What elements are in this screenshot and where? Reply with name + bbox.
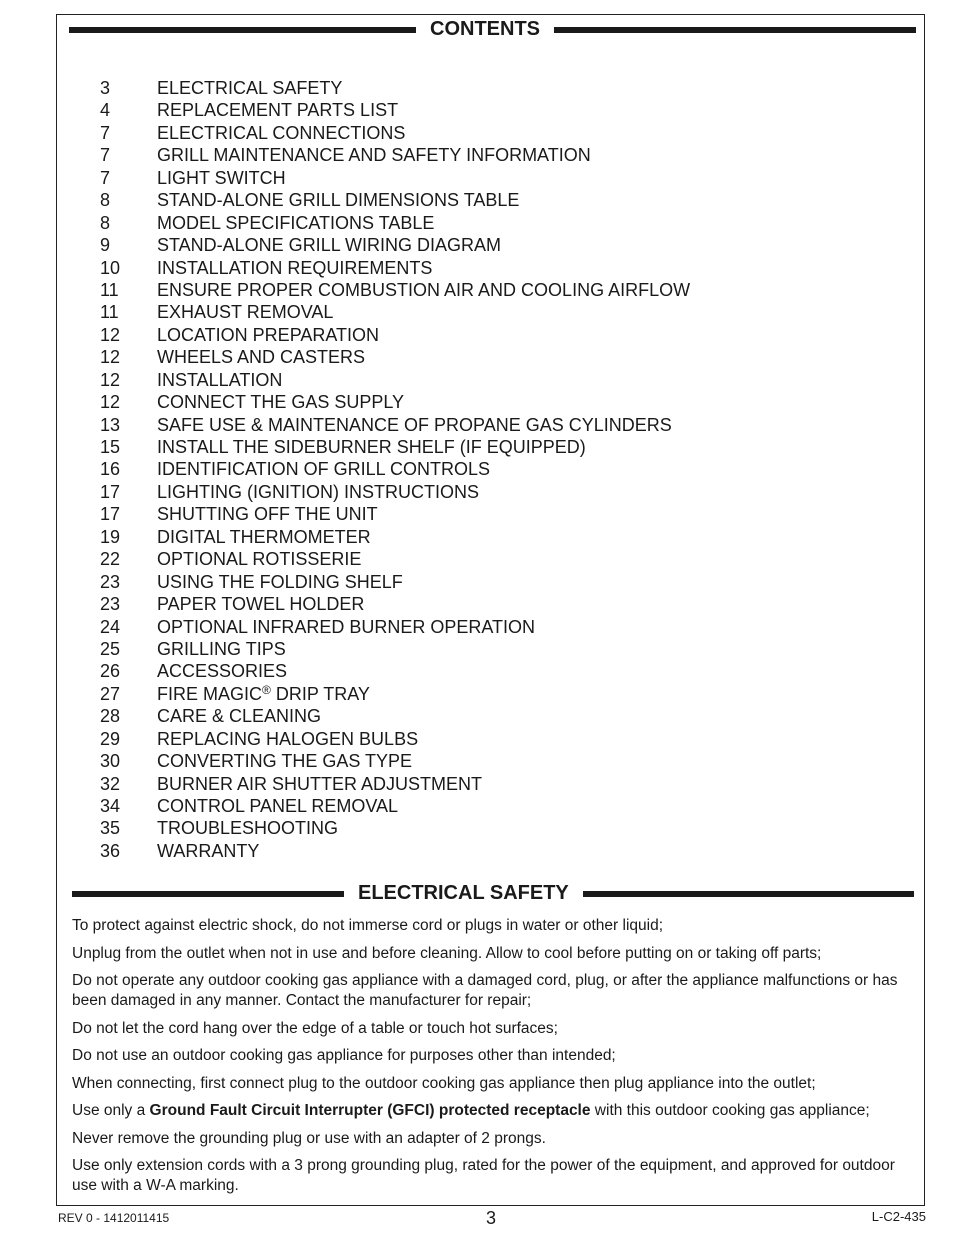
toc-title-text: REPLACING HALOGEN BULBS — [157, 728, 419, 749]
toc-title-text: OPTIONAL ROTISSERIE — [157, 549, 362, 570]
safety-text: Do not use an outdoor cooking gas appliance for purposes other than intended; — [72, 1047, 616, 1064]
toc-page-number: 24 — [100, 616, 121, 637]
toc-entry — [100, 593, 860, 615]
toc-page-number: 19 — [100, 526, 121, 547]
toc-entry — [100, 189, 860, 211]
electrical-safety-heading — [72, 882, 914, 905]
safety-paragraph — [72, 1046, 918, 1066]
toc-page-number: 28 — [100, 706, 121, 727]
toc-title — [157, 638, 286, 660]
toc-page-number: 15 — [100, 437, 121, 457]
toc-entry — [100, 212, 860, 234]
toc-entry — [100, 481, 860, 503]
toc-page-number: 36 — [100, 840, 121, 861]
toc-page-number: 23 — [100, 594, 121, 615]
toc-page-number: 9 — [100, 235, 111, 256]
toc-page-number: 7 — [100, 167, 111, 188]
page-number: 3 — [486, 1208, 497, 1228]
toc-title — [157, 593, 364, 615]
toc-title-text: INSTALLATION REQUIREMENTS — [157, 257, 433, 278]
toc-entry — [100, 638, 860, 660]
toc-title-text: EXHAUST REMOVAL — [157, 302, 334, 323]
toc-entry — [100, 414, 860, 436]
toc-title — [157, 234, 501, 256]
toc-page-number: 12 — [100, 324, 121, 345]
toc-page-number: 12 — [100, 369, 121, 390]
toc-entry — [100, 683, 860, 705]
safety-paragraph — [72, 1101, 918, 1121]
toc-title-text: LOCATION PREPARATION — [157, 324, 380, 345]
toc-title — [157, 705, 321, 727]
heading-rule-left — [72, 891, 344, 897]
toc-title-text: STAND-ALONE GRILL WIRING DIAGRAM — [157, 235, 502, 256]
toc-title-text: USING THE FOLDING SHELF — [157, 571, 403, 592]
toc-title — [157, 481, 479, 503]
toc-entry — [100, 234, 860, 256]
toc-page-number: 8 — [100, 190, 111, 211]
toc-title-text: TROUBLESHOOTING — [157, 818, 339, 839]
electrical-safety-title: ELECTRICAL SAFETY — [358, 882, 569, 904]
toc-entry — [100, 257, 860, 279]
toc-page-number: 30 — [100, 751, 121, 772]
toc-title-text: BURNER AIR SHUTTER ADJUSTMENT — [157, 773, 483, 794]
toc-title — [157, 414, 672, 436]
toc-entry — [100, 795, 860, 817]
toc-entry — [100, 122, 860, 144]
toc-entry — [100, 571, 860, 593]
toc-page-number: 13 — [100, 414, 121, 435]
toc-title-text: REPLACEMENT PARTS LIST — [157, 100, 399, 121]
safety-paragraph — [72, 1019, 918, 1039]
toc-title — [157, 683, 370, 705]
toc-entry — [100, 526, 860, 548]
toc-title — [157, 548, 361, 570]
toc-title — [157, 660, 287, 682]
safety-text-bold: Ground Fault Circuit Interrupter (GFCI) protected receptacle — [149, 1102, 591, 1119]
toc-title — [157, 616, 535, 638]
heading-rule-left — [69, 27, 416, 33]
toc-page-number: 10 — [100, 257, 121, 278]
toc-entry — [100, 279, 860, 301]
toc-page-number: 35 — [100, 818, 121, 839]
toc-page-number: 29 — [100, 728, 121, 749]
toc-title — [157, 167, 286, 189]
safety-text: Do not let the cord hang over the edge of a table or touch hot surfaces; — [72, 1019, 558, 1037]
safety-text: Use only a — [72, 1102, 150, 1119]
safety-text: Never remove the grounding plug or use with an adapter of 2 prongs. — [72, 1129, 546, 1147]
toc-title-text: ELECTRICAL CONNECTIONS — [157, 122, 406, 143]
toc-entry — [100, 750, 860, 772]
toc-title — [157, 212, 434, 234]
toc-title-text: WARRANTY — [157, 840, 260, 861]
safety-paragraph — [72, 916, 918, 936]
toc-page-number: 4 — [100, 100, 111, 121]
toc-title-text: LIGHT SWITCH — [157, 167, 286, 188]
toc-entry — [100, 391, 860, 413]
toc-entry — [100, 77, 860, 99]
safety-paragraph — [72, 1074, 918, 1094]
toc-title — [157, 346, 365, 368]
toc-title — [157, 391, 404, 413]
toc-title-text: PAPER TOWEL HOLDER — [157, 594, 365, 615]
toc-page-number: 34 — [100, 796, 121, 816]
toc-page-number: 22 — [100, 549, 121, 570]
toc-page-number: 27 — [100, 683, 121, 704]
toc-title — [157, 526, 371, 548]
toc-title — [157, 503, 378, 525]
contents-title: CONTENTS — [430, 18, 540, 40]
toc-title-text: DIGITAL THERMOMETER — [157, 526, 371, 547]
toc-title — [157, 77, 342, 99]
toc-title-text-after: DRIP TRAY — [270, 683, 370, 704]
safety-text: Unplug from the outlet when not in use and before cleaning. Allow to cool before putting on or taking off parts; — [72, 944, 822, 962]
toc-page-number: 12 — [100, 347, 121, 368]
toc-title-text: ELECTRICAL SAFETY — [157, 78, 343, 98]
safety-text-after: with this outdoor cooking gas appliance; — [590, 1102, 870, 1119]
toc-title-text: WHEELS AND CASTERS — [157, 347, 366, 368]
toc-page-number: 23 — [100, 571, 121, 592]
safety-text: Do not operate any outdoor cooking gas appliance with a damaged cord, plug, or after the appliance malfunctions or has been damaged in any manner. Contact the manufacturer for repair; — [72, 972, 898, 1009]
safety-paragraph — [72, 944, 918, 964]
safety-text: To protect against electric shock, do not immerse cord or plugs in water or other liquid; — [72, 917, 663, 934]
toc-entry — [100, 436, 860, 458]
toc-entry — [100, 324, 860, 346]
toc-entry — [100, 773, 860, 795]
toc-page-number: 25 — [100, 638, 121, 659]
toc-title-text: GRILL MAINTENANCE AND SAFETY INFORMATION — [157, 145, 591, 166]
toc-page-number: 32 — [100, 773, 121, 794]
toc-title-text: GRILLING TIPS — [157, 638, 286, 659]
toc-entry — [100, 660, 860, 682]
toc-page-number: 26 — [100, 661, 121, 682]
toc-entry — [100, 548, 860, 570]
safety-paragraph — [72, 1129, 918, 1149]
toc-title — [157, 301, 333, 323]
toc-title — [157, 99, 398, 121]
toc-entry — [100, 301, 860, 323]
safety-paragraph — [72, 971, 918, 1011]
toc-entry — [100, 167, 860, 189]
toc-title — [157, 458, 490, 480]
toc-title-text: OPTIONAL INFRARED BURNER OPERATION — [157, 616, 536, 637]
toc-entry — [100, 369, 860, 391]
toc-page-number: 17 — [100, 504, 121, 525]
toc-title-text: CARE & CLEANING — [157, 706, 322, 727]
toc-page-number: 11 — [100, 279, 119, 300]
toc-entry — [100, 728, 860, 750]
toc-title — [157, 369, 282, 391]
toc-title-text: INSTALL THE SIDEBURNER SHELF (IF EQUIPPED) — [157, 437, 586, 457]
safety-text: Use only extension cords with a 3 prong grounding plug, rated for the power of the equipment, and approved for outdoor use with a W-A marking. — [72, 1157, 895, 1194]
toc-entry — [100, 817, 860, 839]
toc-entry — [100, 840, 860, 862]
toc-entry — [100, 458, 860, 480]
heading-rule-right — [583, 891, 914, 897]
toc-title — [157, 122, 405, 144]
toc-title — [157, 189, 519, 211]
toc-title-text: CONNECT THE GAS SUPPLY — [157, 392, 405, 413]
table-of-contents — [100, 77, 860, 862]
toc-entry — [100, 346, 860, 368]
revision-code: REV 0 - 1412011415 — [58, 1211, 170, 1225]
toc-title-text: ENSURE PROPER COMBUSTION AIR AND COOLING AIRFLOW — [157, 279, 691, 300]
toc-page-number: 16 — [100, 459, 121, 480]
toc-title-text: IDENTIFICATION OF GRILL CONTROLS — [157, 459, 491, 480]
toc-title — [157, 750, 412, 772]
toc-entry — [100, 99, 860, 121]
toc-title-text: INSTALLATION — [157, 369, 283, 390]
toc-page-number: 12 — [100, 392, 121, 413]
toc-title — [157, 795, 398, 817]
toc-title-text: LIGHTING (IGNITION) INSTRUCTIONS — [157, 481, 479, 502]
toc-title-text: FIRE MAGIC — [157, 683, 263, 704]
toc-title — [157, 144, 591, 166]
toc-title — [157, 840, 259, 862]
toc-title-text: CONVERTING THE GAS TYPE — [157, 751, 413, 772]
toc-entry — [100, 144, 860, 166]
toc-entry — [100, 503, 860, 525]
toc-title — [157, 436, 586, 458]
toc-title — [157, 257, 432, 279]
toc-page-number: 17 — [100, 481, 121, 502]
toc-entry — [100, 616, 860, 638]
toc-title — [157, 324, 379, 346]
registered-mark: ® — [262, 682, 271, 697]
contents-heading — [69, 18, 916, 41]
toc-title-text: ACCESSORIES — [157, 661, 288, 682]
toc-title-text: CONTROL PANEL REMOVAL — [157, 796, 399, 816]
toc-title — [157, 773, 482, 795]
toc-title — [157, 728, 418, 750]
toc-title-text: MODEL SPECIFICATIONS TABLE — [157, 212, 435, 233]
toc-title — [157, 571, 403, 593]
electrical-safety-text — [72, 916, 918, 1204]
toc-title-text: SAFE USE & MAINTENANCE OF PROPANE GAS CYLINDERS — [157, 414, 672, 435]
toc-title-text: STAND-ALONE GRILL DIMENSIONS TABLE — [157, 190, 520, 211]
toc-page-number: 7 — [100, 145, 111, 166]
safety-text: When connecting, first connect plug to the outdoor cooking gas appliance then plug appliance into the outlet; — [72, 1074, 816, 1092]
toc-page-number: 8 — [100, 212, 111, 233]
toc-page-number: 3 — [100, 78, 111, 98]
toc-title — [157, 817, 338, 839]
toc-entry — [100, 705, 860, 727]
document-code: L-C2-435 — [871, 1209, 926, 1224]
toc-title-text: SHUTTING OFF THE UNIT — [157, 504, 378, 525]
heading-rule-right — [554, 27, 916, 33]
toc-page-number: 7 — [100, 122, 111, 143]
safety-paragraph — [72, 1156, 918, 1196]
toc-page-number: 11 — [100, 302, 119, 323]
toc-title — [157, 279, 690, 301]
